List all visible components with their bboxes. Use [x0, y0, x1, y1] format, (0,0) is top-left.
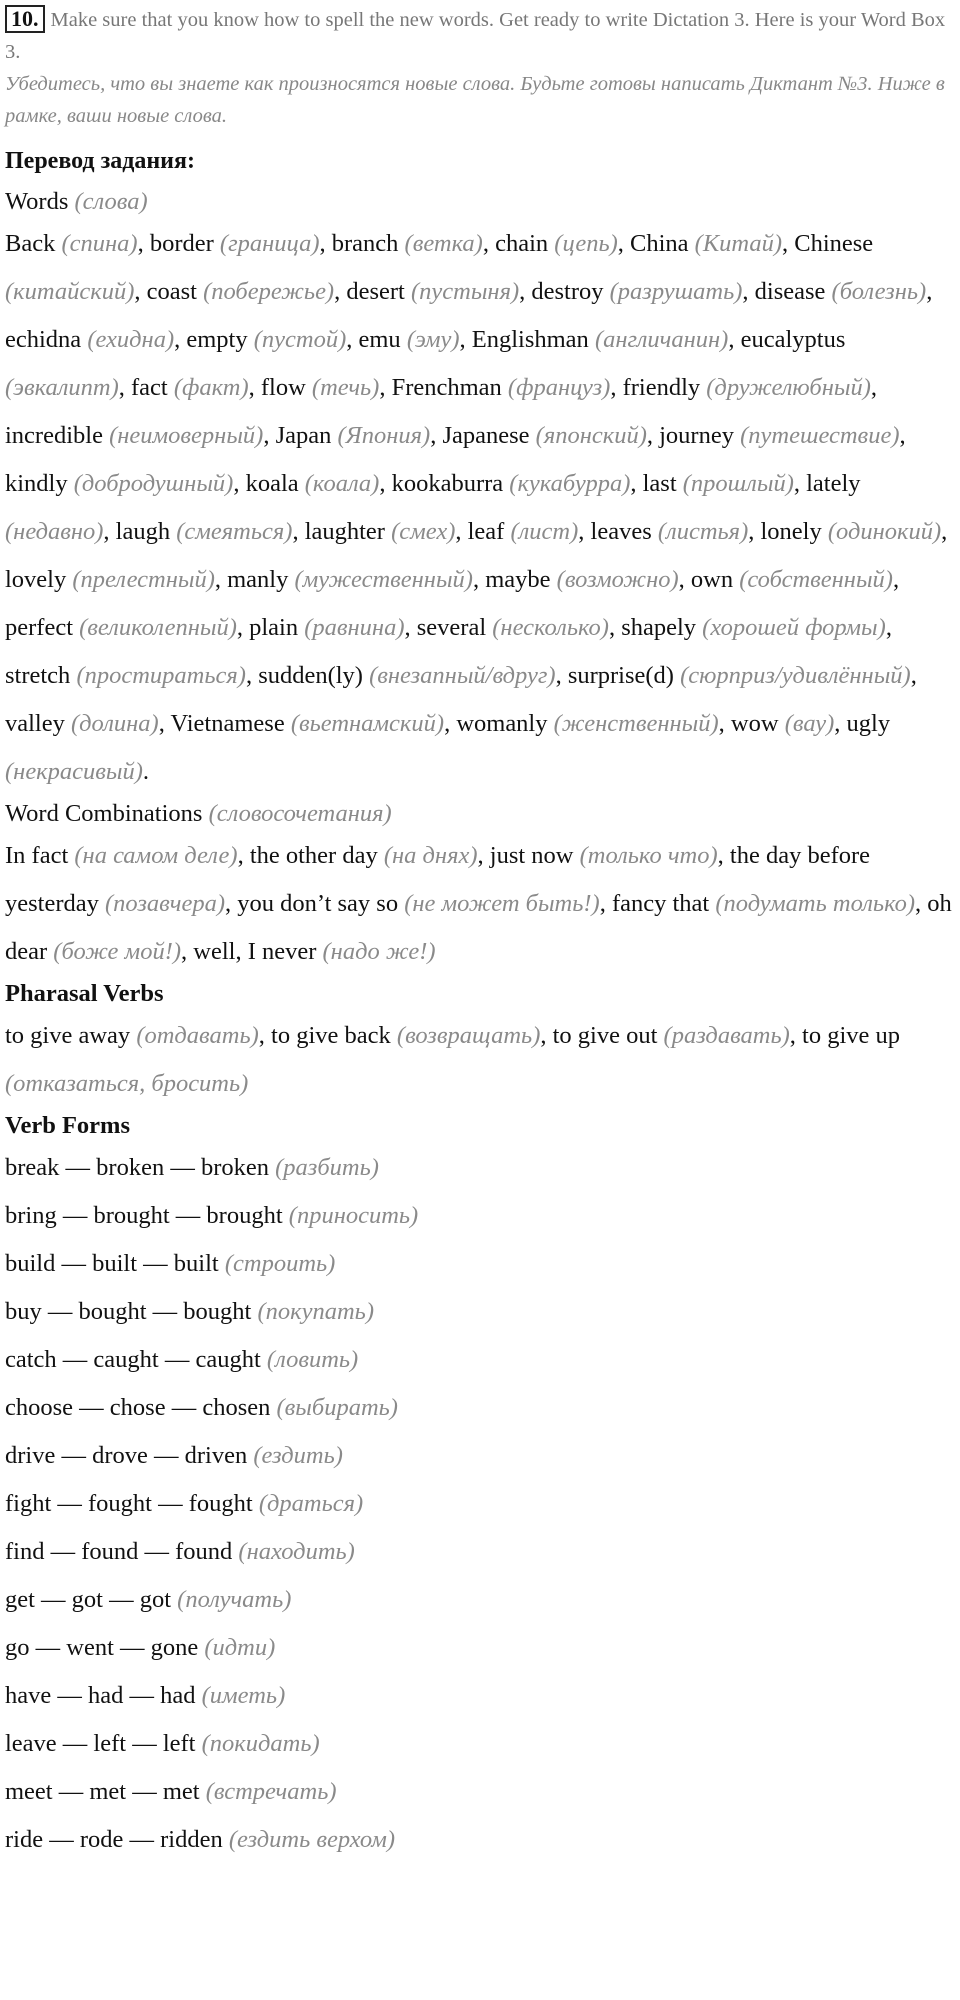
word-term: valley — [5, 710, 65, 737]
word-term: Chinese — [794, 230, 874, 257]
word-translation: (ехидна) — [87, 326, 175, 353]
verb-forms: find — found — found — [5, 1538, 233, 1565]
verb-form-row — [5, 1816, 955, 1864]
word-term: kindly — [5, 470, 68, 497]
verb-form-row — [5, 1144, 955, 1192]
word-translation: (коала) — [304, 470, 380, 497]
word-translation: (листья) — [657, 518, 749, 545]
verb-form-row — [5, 1432, 955, 1480]
word-translation: (неимоверный) — [109, 422, 264, 449]
verb-forms: bring — brought — brought — [5, 1202, 283, 1229]
verb-form-row — [5, 1720, 955, 1768]
phrasal-verb-term: to give back — [271, 1022, 391, 1049]
phrasal-verb-translation: (возвращать) — [396, 1022, 541, 1049]
word-term: lonely — [760, 518, 822, 545]
word-term: branch — [331, 230, 399, 257]
word-translation: (англичанин) — [594, 326, 729, 353]
combination-translation: (на самом деле) — [74, 842, 238, 869]
verb-forms: meet — met — met — [5, 1778, 200, 1805]
verb-forms: buy — bought — bought — [5, 1298, 252, 1325]
word-term: coast — [146, 278, 197, 305]
verb-translation: (выбирать) — [276, 1394, 398, 1421]
word-translation: (факт) — [173, 374, 249, 401]
verb-form-row — [5, 1336, 955, 1384]
word-term: eucalyptus — [740, 326, 846, 353]
word-term: laugh — [115, 518, 171, 545]
word-translation: (лист) — [510, 518, 579, 545]
word-term: China — [630, 230, 689, 257]
verbforms-title: Verb Forms — [5, 1112, 130, 1139]
word-translation: (японский) — [535, 422, 647, 449]
verb-form-row — [5, 1672, 955, 1720]
word-term: wow — [730, 710, 779, 737]
word-term: Englishman — [471, 326, 589, 353]
verb-forms: have — had — had — [5, 1682, 196, 1709]
words-list: Back (спина), border (граница), branch (ветка), chain (цепь), China (Китай), Chinese (китайский), coast (побережье), desert (пустыня), destroy (разрушать), disease (болезнь), echidna (ехидна), empty (пустой), emu (эму), Englishman (англичанин), eucalyptus (эвкалипт), fact (факт), flow (течь), Frenchman (француз), friendly (дружелюбный), incredible (неимоверный), Japan (Япония), Japanese (японский), journey (путешествие), kindly (добродушный), koala (коала), kookaburra (кукабурра), last (прошлый), lately (недавно), laugh (смеяться), laughter (смех), leaf (лист), leaves (листья), lonely (одинокий), lovely (прелестный), manly (мужественный), maybe (возможно), own (собственный), perfect (великолепный), plain (равнина), several (несколько), shapely (хорошей формы), stretch (простираться), sudden(ly) (внезапный/вдруг), surprise(d) (сюрприз/удивлённый), valley (долина), Vietnamese (вьетнамский), womanly (женственный), wow (вау), ugly (некрасивый). — [5, 230, 948, 785]
words-title — [5, 178, 955, 226]
verb-translation: (строить) — [224, 1250, 336, 1277]
word-translation: (вау) — [784, 710, 835, 737]
word-term: Frenchman — [391, 374, 502, 401]
word-term: surprise(d) — [567, 662, 674, 689]
word-translation: (долина) — [71, 710, 159, 737]
combination-translation: (не может быть!) — [404, 890, 600, 917]
verb-form-row — [5, 1480, 955, 1528]
word-term: womanly — [456, 710, 548, 737]
task-text-en: Make sure that you know how to spell the new words. Get ready to write Dictation 3. Here is your Word Box 3. — [5, 9, 946, 63]
word-translation: (смеяться) — [176, 518, 293, 545]
verb-translation: (ловить) — [266, 1346, 359, 1373]
word-term: stretch — [5, 662, 71, 689]
task-text-ru: Убедитесь, что вы знаете как произносятся новые слова. Будьте готовы написать Диктант №3. Ниже в рамке, ваши новые слова. — [5, 73, 945, 127]
verbforms-list — [5, 1144, 955, 1864]
word-term: laughter — [304, 518, 385, 545]
word-translation: (побережье) — [203, 278, 335, 305]
word-translation: (внезапный/вдруг) — [369, 662, 556, 689]
phrasal-verb-term: to give up — [802, 1022, 901, 1049]
word-translation: (прошлый) — [682, 470, 794, 497]
word-translation: (собственный) — [739, 566, 893, 593]
combination-translation: (надо же!) — [322, 938, 436, 965]
word-translation: (прелестный) — [72, 566, 215, 593]
combination-translation: (боже мой!) — [53, 938, 182, 965]
word-term: empty — [186, 326, 248, 353]
verb-form-row — [5, 1288, 955, 1336]
word-translation: (кукабурра) — [509, 470, 631, 497]
word-translation: (возможно) — [556, 566, 679, 593]
verb-forms: fight — fought — fought — [5, 1490, 253, 1517]
combination-term: fancy that — [611, 890, 710, 917]
word-term: lovely — [5, 566, 67, 593]
phrasal-verb-term: to give away — [5, 1022, 131, 1049]
word-translation: (Япония) — [337, 422, 431, 449]
word-term: kookaburra — [391, 470, 504, 497]
phrasal-verb-translation: (отдавать) — [136, 1022, 259, 1049]
word-translation: (мужественный) — [294, 566, 473, 593]
verb-translation: (встречать) — [205, 1778, 337, 1805]
verb-forms: drive — drove — driven — [5, 1442, 248, 1469]
word-term: perfect — [5, 614, 73, 641]
verb-forms: ride — rode — ridden — [5, 1826, 223, 1853]
word-term: destroy — [531, 278, 604, 305]
word-translation: (течь) — [311, 374, 380, 401]
verb-translation: (драться) — [258, 1490, 364, 1517]
phrasal-list: to give away (отдавать), to give back (возвращать), to give out (раздавать), to give up (отказаться, бросить) — [5, 1022, 901, 1097]
verb-forms: break — broken — broken — [5, 1154, 269, 1181]
word-translation: (цепь) — [554, 230, 618, 257]
word-translation: (великолепный) — [79, 614, 237, 641]
combinations-title-en: Word Combinations — [5, 800, 203, 827]
word-translation: (болезнь) — [831, 278, 927, 305]
word-term: chain — [495, 230, 549, 257]
verb-translation: (ездить верхом) — [228, 1826, 396, 1853]
combinations-list: In fact (на самом деле), the other day (на днях), just now (только что), the day before yesterday (позавчера), you don’t say so (не может быть!), fancy that (подумать только), oh dear (боже мой!), well, I never (надо же!) — [5, 842, 952, 965]
word-term: maybe — [485, 566, 551, 593]
combination-translation: (позавчера) — [105, 890, 225, 917]
phrasal-verb-translation: (отказаться, бросить) — [5, 1070, 249, 1097]
word-translation: (пустой) — [253, 326, 347, 353]
word-translation: (недавно) — [5, 518, 104, 545]
word-term: fact — [130, 374, 168, 401]
combination-translation: (только что) — [579, 842, 718, 869]
word-translation: (равнина) — [304, 614, 405, 641]
word-term: Vietnamese — [170, 710, 285, 737]
verb-translation: (разбить) — [275, 1154, 379, 1181]
word-translation: (добродушный) — [73, 470, 234, 497]
word-term: border — [149, 230, 214, 257]
combination-translation: (на днях) — [383, 842, 478, 869]
word-term: leaves — [590, 518, 652, 545]
word-translation: (ветка) — [404, 230, 483, 257]
word-term: disease — [754, 278, 826, 305]
verb-form-row — [5, 1384, 955, 1432]
word-translation: (смех) — [391, 518, 456, 545]
word-term: friendly — [622, 374, 701, 401]
word-term: sudden(ly) — [258, 662, 363, 689]
word-term: manly — [227, 566, 289, 593]
verb-translation: (покидать) — [201, 1730, 320, 1757]
combination-term: In fact — [5, 842, 69, 869]
phrasal-verb-translation: (раздавать) — [663, 1022, 790, 1049]
word-translation: (женственный) — [553, 710, 719, 737]
word-term: shapely — [621, 614, 697, 641]
word-translation: (спина) — [61, 230, 138, 257]
combination-term: the day before yesterday — [5, 842, 871, 917]
words-title-en: Words — [5, 188, 69, 215]
word-translation: (граница) — [219, 230, 320, 257]
word-translation: (Китай) — [694, 230, 782, 257]
verb-forms: choose — chose — chosen — [5, 1394, 271, 1421]
word-term: journey — [659, 422, 734, 449]
word-term: lately — [806, 470, 861, 497]
word-term: flow — [260, 374, 306, 401]
word-term: desert — [346, 278, 405, 305]
task-instruction — [5, 4, 955, 68]
word-term: plain — [249, 614, 299, 641]
word-translation: (эму) — [406, 326, 460, 353]
verb-translation: (приносить) — [288, 1202, 419, 1229]
word-translation: (путешествие) — [740, 422, 900, 449]
combinations-title — [5, 790, 955, 838]
word-term: Japanese — [442, 422, 530, 449]
verb-translation: (покупать) — [257, 1298, 374, 1325]
verb-forms: leave — left — left — [5, 1730, 196, 1757]
word-term: incredible — [5, 422, 103, 449]
word-translation: (француз) — [507, 374, 611, 401]
word-translation: (хорошей формы) — [702, 614, 886, 641]
combination-term: you don’t say so — [237, 890, 399, 917]
combinations-title-ru: (словосочетания) — [208, 800, 392, 827]
word-translation: (некрасивый) — [5, 758, 143, 785]
word-translation: (разрушать) — [609, 278, 743, 305]
verb-form-row — [5, 1768, 955, 1816]
word-term: echidna — [5, 326, 82, 353]
word-term: own — [690, 566, 734, 593]
word-translation: (эвкалипт) — [5, 374, 119, 401]
verb-forms: build — built — built — [5, 1250, 219, 1277]
combination-term: well, I never — [193, 938, 317, 965]
verb-forms: catch — caught — caught — [5, 1346, 261, 1373]
word-term: several — [416, 614, 487, 641]
word-translation: (сюрприз/удивлённый) — [680, 662, 911, 689]
verb-translation: (ездить) — [253, 1442, 343, 1469]
word-term: Japan — [275, 422, 332, 449]
word-term: Back — [5, 230, 56, 257]
words-title-ru: (слова) — [74, 188, 148, 215]
task-number: 10. — [5, 5, 45, 33]
combination-term: oh dear — [5, 890, 952, 965]
verb-form-row — [5, 1576, 955, 1624]
word-translation: (вьетнамский) — [290, 710, 445, 737]
verb-translation: (находить) — [238, 1538, 355, 1565]
word-translation: (дружелюбный) — [706, 374, 871, 401]
word-translation: (простираться) — [76, 662, 246, 689]
verb-forms: get — got — got — [5, 1586, 172, 1613]
combination-translation: (подумать только) — [715, 890, 915, 917]
word-translation: (одинокий) — [827, 518, 942, 545]
word-term: emu — [358, 326, 401, 353]
verb-translation: (получать) — [177, 1586, 292, 1613]
phrasal-title: Pharasal Verbs — [5, 980, 164, 1007]
word-translation: (несколько) — [492, 614, 609, 641]
combination-term: the other day — [249, 842, 378, 869]
word-term: koala — [245, 470, 299, 497]
verb-forms: go — went — gone — [5, 1634, 199, 1661]
word-translation: (пустыня) — [410, 278, 520, 305]
phrasal-verb-term: to give out — [552, 1022, 658, 1049]
translation-heading: Перевод задания: — [5, 148, 195, 174]
verb-translation: (иметь) — [201, 1682, 286, 1709]
word-term: ugly — [846, 710, 891, 737]
word-term: last — [642, 470, 677, 497]
verb-form-row — [5, 1624, 955, 1672]
combination-term: just now — [489, 842, 574, 869]
verb-form-row — [5, 1240, 955, 1288]
verb-form-row — [5, 1528, 955, 1576]
word-term: leaf — [467, 518, 505, 545]
verb-translation: (идти) — [204, 1634, 276, 1661]
verb-form-row — [5, 1192, 955, 1240]
word-translation: (китайский) — [5, 278, 135, 305]
